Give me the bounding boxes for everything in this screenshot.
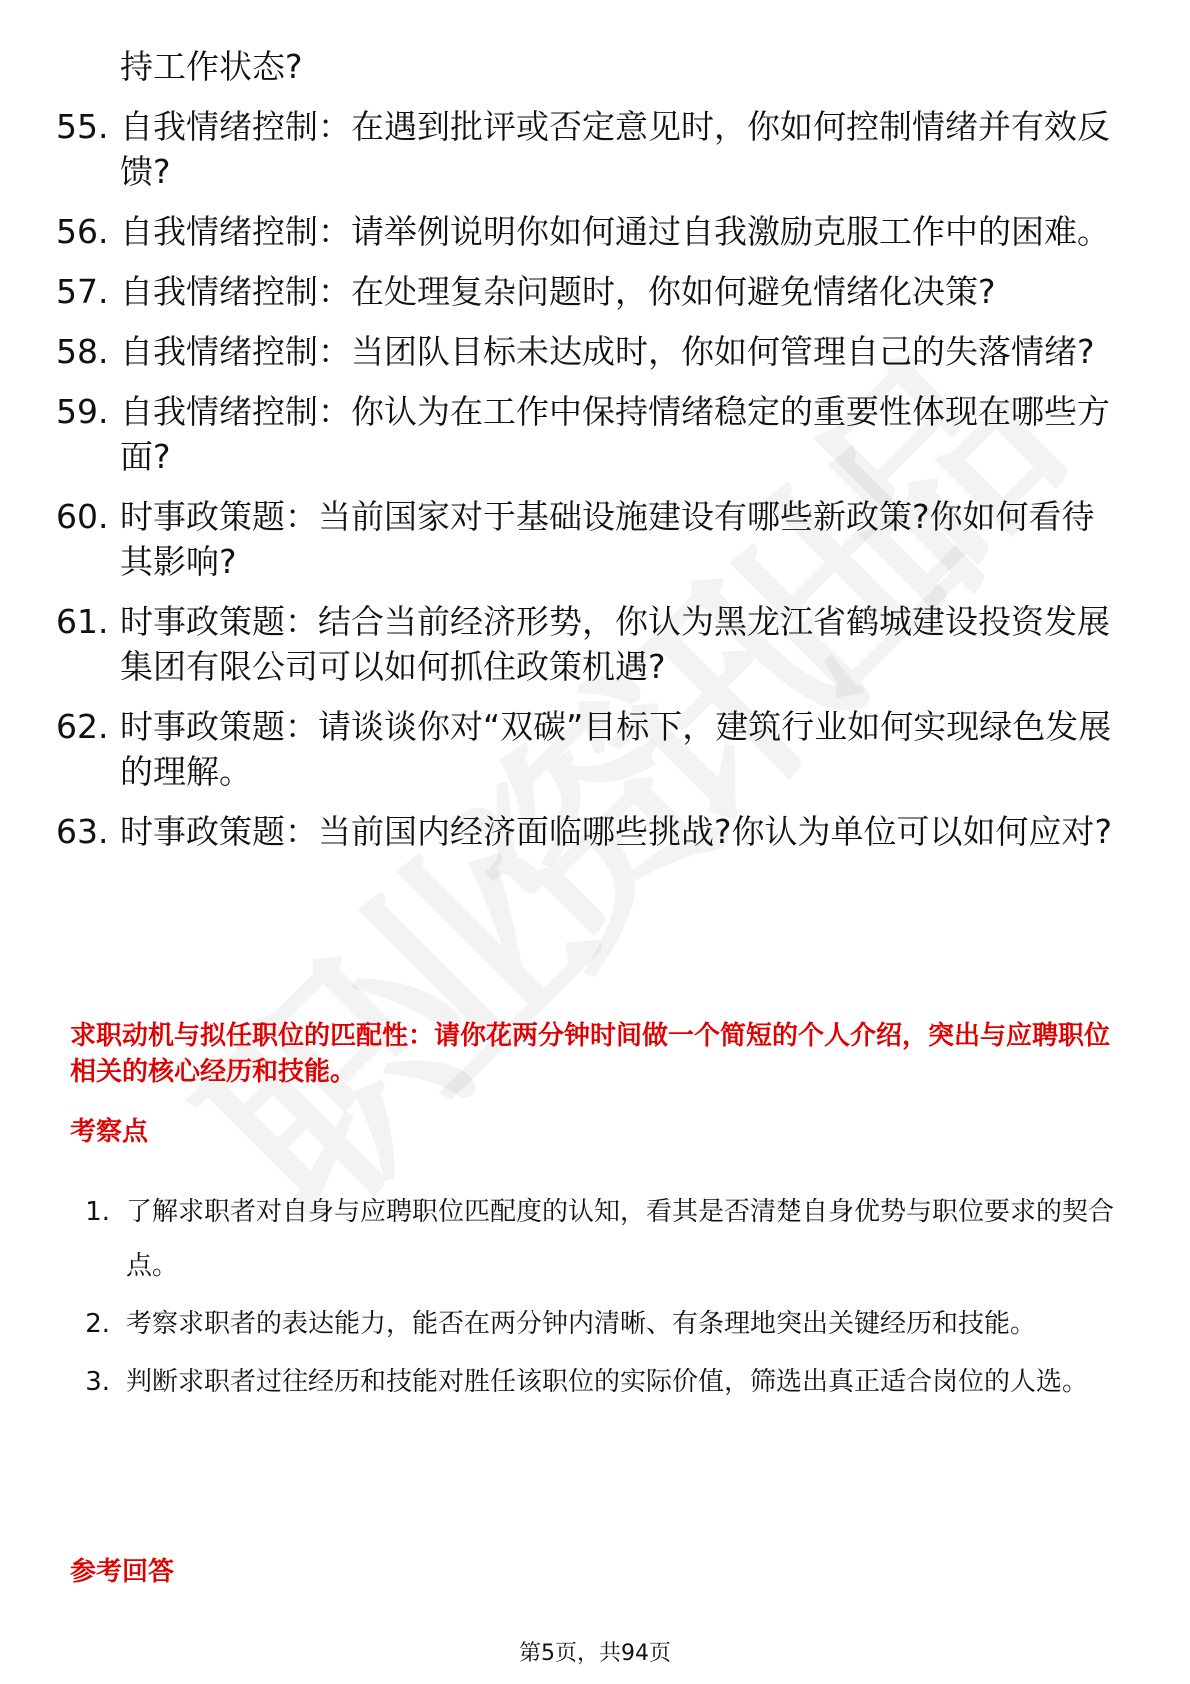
question-text: 自我情绪控制：请举例说明你如何通过自我激励克服工作中的困难。 [120,212,1110,251]
question-text: 自我情绪控制：在处理复杂问题时，你如何避免情绪化决策? [120,272,996,311]
question-text: 自我情绪控制：当团队目标未达成时，你如何管理自己的失落情绪? [120,332,1095,371]
question-text: 时事政策题：请谈谈你对“双碳”目标下，建筑行业如何实现绿色发展的理解。 [120,707,1112,791]
list-item [70,1297,1120,1351]
list-item [56,494,1116,584]
point-text: 判断求职者过往经历和技能对胜任该职位的实际价值，筛选出真正适合岗位的人选。 [126,1367,1089,1397]
question-list [56,44,1116,869]
list-item [70,1355,1120,1409]
question-number: 59. [56,392,109,431]
focus-points-heading: 考察点 [70,1117,149,1147]
list-item [56,269,1116,314]
list-item [56,704,1116,794]
question-number: 62. [56,707,109,746]
question-number: 60. [56,497,109,536]
question-number: 63. [56,812,109,851]
question-number: 56. [56,212,109,251]
point-text: 考察求职者的表达能力，能否在两分钟内清晰、有条理地突出关键经历和技能。 [126,1309,1037,1339]
list-item [56,389,1116,479]
question-text: 时事政策题：当前国家对于基础设施建设有哪些新政策?你如何看待其影响? [120,497,1095,581]
continued-question-text: 持工作状态? [120,47,303,86]
list-item [70,1185,1120,1293]
list-item [56,209,1116,254]
question-text: 时事政策题：结合当前经济形势，你认为黑龙江省鹤城建设投资发展集团有限公司可以如何抓住政策机遇? [120,602,1110,686]
list-item [56,329,1116,374]
point-number: 1. [85,1197,110,1227]
question-number: 55. [56,107,109,146]
question-number: 58. [56,332,109,371]
question-text: 时事政策题：当前国内经济面临哪些挑战?你认为单位可以如何应对? [120,812,1113,851]
point-text: 了解求职者对自身与应聘职位匹配度的认知，看其是否清楚自身优势与职位要求的契合点。 [126,1197,1115,1281]
question-number: 57. [56,272,109,311]
focus-points-list [70,1185,1120,1413]
page-number: 第5页，共94页 [519,1641,671,1666]
reference-answer-heading: 参考回答 [70,1557,175,1587]
list-item [56,809,1116,854]
section-heading: 求职动机与拟任职位的匹配性：请你花两分钟时间做一个简短的个人介绍，突出与应聘职位相关的核心经历和技能。 [70,1021,1111,1087]
point-number: 2. [85,1309,110,1339]
point-number: 3. [85,1367,110,1397]
question-text: 自我情绪控制：在遇到批评或否定意见时，你如何控制情绪并有效反馈? [120,107,1110,191]
list-item [56,104,1116,194]
question-text: 自我情绪控制：你认为在工作中保持情绪稳定的重要性体现在哪些方面? [120,392,1110,476]
list-item [56,599,1116,689]
question-number: 61. [56,602,109,641]
